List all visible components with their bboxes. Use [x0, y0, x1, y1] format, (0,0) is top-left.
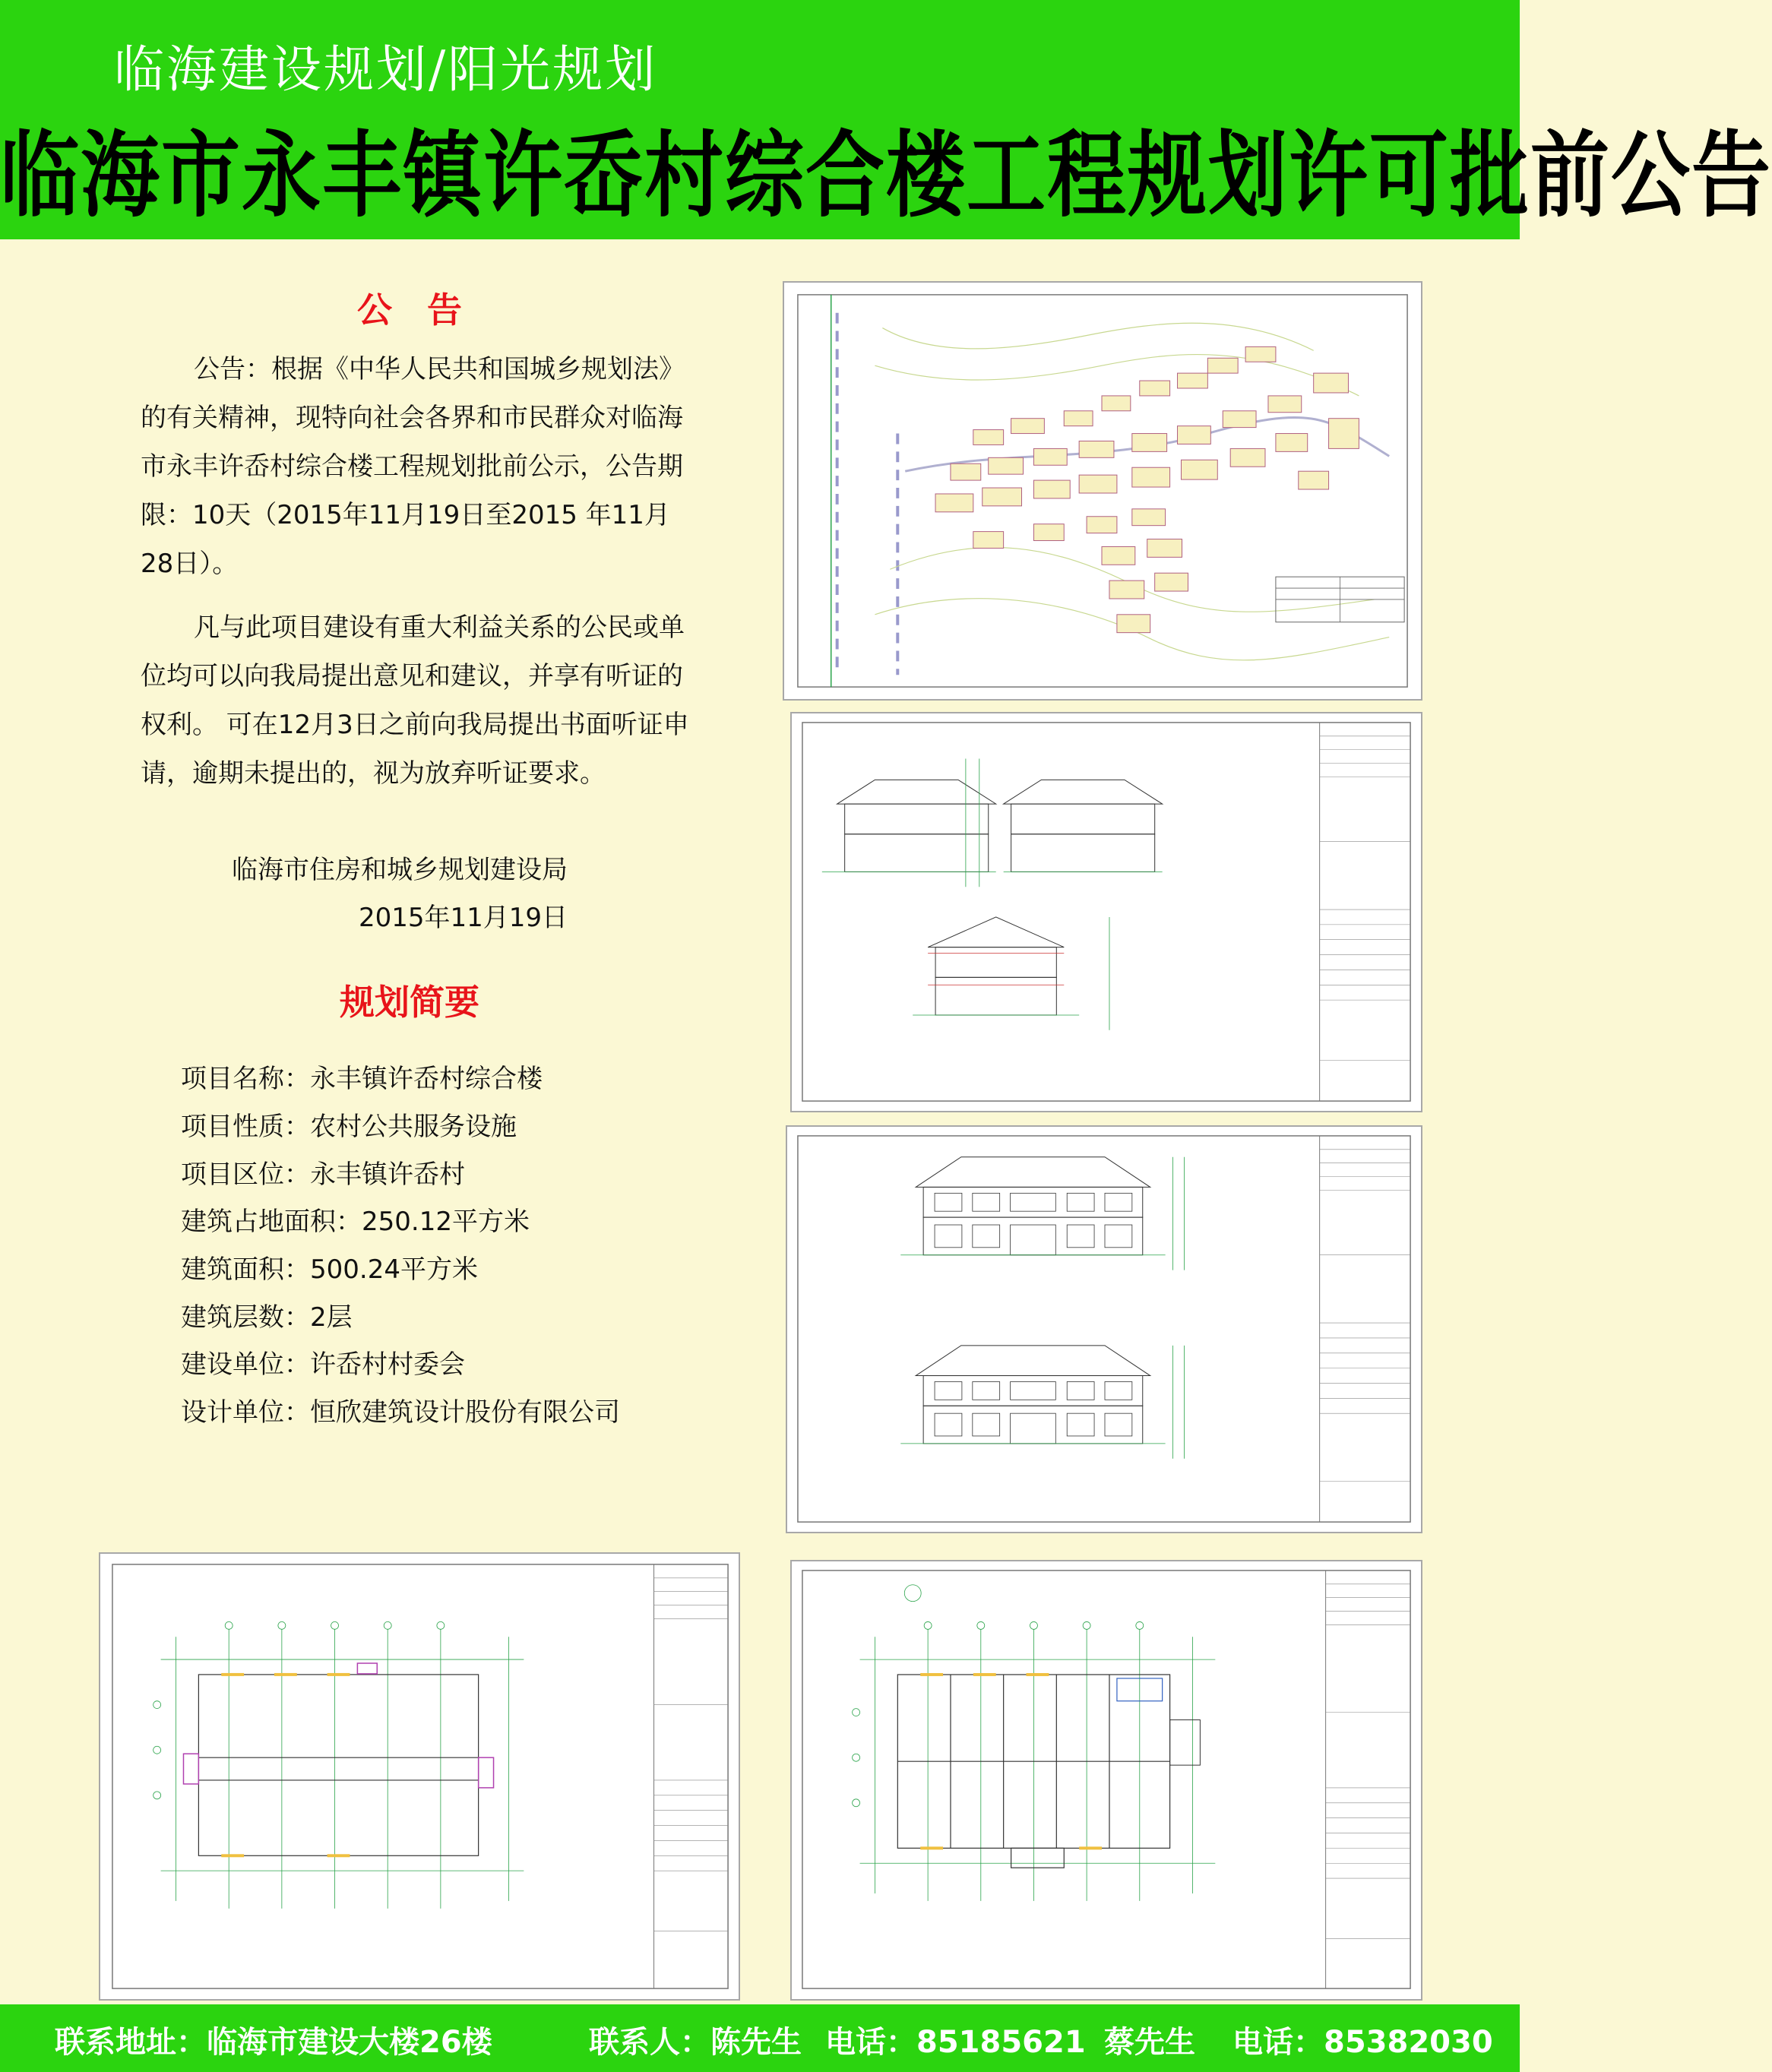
footer-phone-2: 电话：85382030: [1232, 2025, 1493, 2060]
site-plan-drawing: [783, 281, 1422, 701]
header-subtitle: 临海建设规划/阳光规划: [114, 40, 658, 99]
notice-issuer: 临海市住房和城乡规划建设局: [232, 855, 568, 885]
elevation-drawing-1: [790, 712, 1422, 1112]
footer-contact: 联系人：陈先生: [589, 2025, 802, 2060]
notice-paragraph-1: 公告：根据《中华人民共和国城乡规划法》的有关精神，现特向社会各界和市民群众对临海市永丰许岙村综合楼工程规划批前公示，公告期限：10天（2015年11月19日至2015 年11月 28日）。: [141, 354, 685, 579]
header-banner: [0, 0, 1772, 239]
summary-project-location: 项目区位：永丰镇许岙村: [181, 1159, 465, 1190]
floor-plan-1-drawing: [790, 1560, 1422, 2001]
summary-designer: 设计单位：恒欣建筑设计股份有限公司: [181, 1397, 620, 1428]
notice-paragraph-2: 凡与此项目建设有重大利益关系的公民或单位均可以向我局提出意见和建议，并享有听证的权利。 可在12月3日之前向我局提出书面听证申请，逾期未提出的，视为放弃听证要求。: [141, 612, 689, 789]
page-title: 临海市永丰镇许岙村综合楼工程规划许可批前公告: [0, 121, 1772, 231]
notice-date: 2015年11月19日: [359, 903, 568, 933]
footer-bar: [0, 2004, 1520, 2072]
footer-phone-1: 电话：85185621: [825, 2025, 1086, 2060]
summary-heading: 规划简要: [340, 982, 479, 1023]
summary-footprint-area: 建筑占地面积：250.12平方米: [181, 1207, 530, 1237]
summary-floor-area: 建筑面积：500.24平方米: [181, 1254, 478, 1285]
summary-project-nature: 项目性质：农村公共服务设施: [181, 1112, 517, 1142]
summary-floors: 建筑层数：2层: [181, 1302, 353, 1333]
elevation-drawing-2: [786, 1125, 1422, 1533]
floor-plan-2-drawing: [99, 1552, 740, 2001]
notice-heading: 公 告: [357, 289, 462, 331]
footer-address: 联系地址：临海市建设大楼26楼: [55, 2025, 492, 2060]
footer-contact-2: 蔡先生: [1104, 2025, 1195, 2060]
summary-builder: 建设单位：许岙村村委会: [181, 1349, 465, 1380]
summary-project-name: 项目名称：永丰镇许岙村综合楼: [181, 1064, 543, 1094]
